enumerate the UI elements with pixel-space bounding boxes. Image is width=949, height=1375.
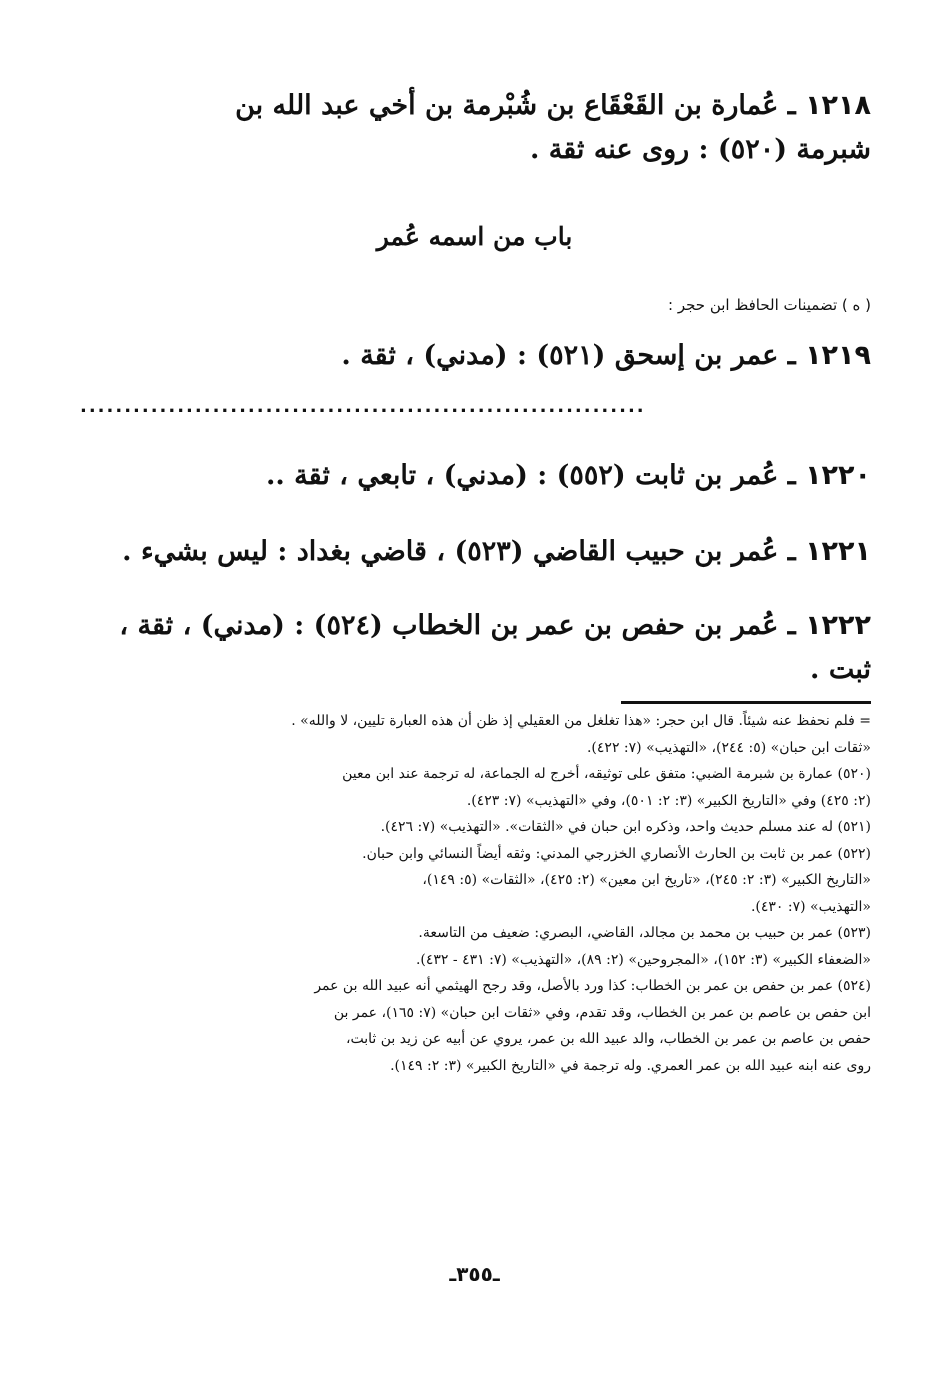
entry-1222-line-1 <box>81 604 871 648</box>
entry-1218-line-2: شبرمة (٥٢٠) : روى عنه ثقة . <box>529 134 871 165</box>
entry-1222-line-2: ثبت . <box>810 654 871 685</box>
entry-1221 <box>122 530 871 574</box>
entry-text: ـ عُمر بن حفص بن عمر بن الخطاب (٥٢٤) : (مدني) ، ثقة ، <box>119 610 796 641</box>
footnote-line: ابن حفص بن عاصم بن عمر بن الخطاب، وقد تقدم، وفي «ثقات ابن حبان» (٧: ١٦٥)، عمر بن <box>333 1004 871 1021</box>
footnote-line: (٥٢٠) عمارة بن شبرمة الضبي: متفق على توثيقه، أخرج له الجماعة، له ترجمة عند ابن معين <box>342 766 871 782</box>
entry-number: ١٢٢٢ <box>805 610 871 641</box>
entry-number: ١٢٢١ <box>805 536 871 567</box>
section-heading: باب من اسمه عُمر <box>376 222 573 251</box>
entry-text: ـ عُمر بن حبيب القاضي (٥٢٣) ، قاضي بغداد : ليس بشيء . <box>122 536 796 567</box>
footnote-line: (٥٢٣) عمر بن حبيب بن محمد بن مجالد، القاضي، البصري: ضعيف من التاسعة. <box>418 925 871 941</box>
addendum-note: ( ه ) تضمينات الحافظ ابن حجر : <box>668 296 871 314</box>
footnote-line: (٥٢٤) عمر بن حفص بن عمر بن الخطاب: كذا ورد بالأصل، وقد رجح الهيثمي أنه عبيد الله بن عمر <box>314 978 871 994</box>
entry-number: ١٢١٩ <box>805 340 871 371</box>
entry-number: ١٢١٨ <box>805 90 871 121</box>
footnote-separator-rule <box>621 701 871 704</box>
footnote-line: «الضعفاء الكبير» (٣: ١٥٢)، «المجروحين» (٢: ٨٩)، «التهذيب» (٧: ٤٣١ - ٤٣٢). <box>415 951 871 968</box>
footnote-line: حفص بن عاصم بن عمر بن الخطاب، والد عبيد الله بن عمر، يروي عن أبيه عن زيد بن ثابت، <box>345 1031 871 1047</box>
entry-1219 <box>341 334 871 378</box>
footnote-line: «التهذيب» (٧: ٤٣٠). <box>750 898 871 915</box>
footnote-line: = فلم نحفظ عنه شيئاً. قال ابن حجر: «هذا تغلغل من العقيلي إذ ظن أن هذه العبارة تليين، لا والله» . <box>291 713 871 729</box>
entry-text: ـ عمر بن إسحق (٥٢١) : (مدني) ، ثقة . <box>341 340 796 371</box>
dotted-separator: ................................................................ <box>80 396 646 416</box>
entry-1222 <box>81 604 871 692</box>
entry-text: ـ عُمر بن ثابت (٥٥٢) : (مدني) ، تابعي ، ثقة .. <box>265 460 796 491</box>
entry-1218-line-1 <box>71 84 871 128</box>
entry-1220 <box>266 454 871 498</box>
page-number: ـ٣٥٥ـ <box>449 1262 500 1286</box>
entry-text: ـ عُمارة بن القَعْقَاع بن شُبْرمة بن أخي عبد الله بن <box>235 90 796 121</box>
footnote-line: «التاريخ الكبير» (٣: ٢: ٢٤٥)، «تاريخ ابن معين» (٢: ٤٢٥)، «الثقات» (٥: ١٤٩)، <box>422 872 871 888</box>
footnote-line: (٢: ٤٢٥) وفي «التاريخ الكبير» (٣: ٢: ٥٠١)، وفي «التهذيب» (٧: ٤٢٣). <box>466 792 871 809</box>
entry-number: ١٢٢٠ <box>805 460 871 491</box>
footnote-line: (٥٢٢) عمر بن ثابت بن الحارث الأنصاري الخزرجي المدني: وثقه أيضاً النسائي وابن حبان. <box>362 845 871 862</box>
footnotes <box>71 708 871 1079</box>
footnote-line: (٥٢١) له عند مسلم حديث واحد، وذكره ابن حبان في «الثقات». «التهذيب» (٧: ٤٢٦). <box>380 819 871 835</box>
entry-1218 <box>71 84 871 172</box>
footnote-line: روى عنه ابنه عبيد الله بن عمر العمري. وله ترجمة في «التاريخ الكبير» (٣: ٢: ١٤٩). <box>390 1057 871 1074</box>
footnote-line: «ثقات ابن حبان» (٥: ٢٤٤)، «التهذيب» (٧: ٤٢٢). <box>586 739 871 756</box>
